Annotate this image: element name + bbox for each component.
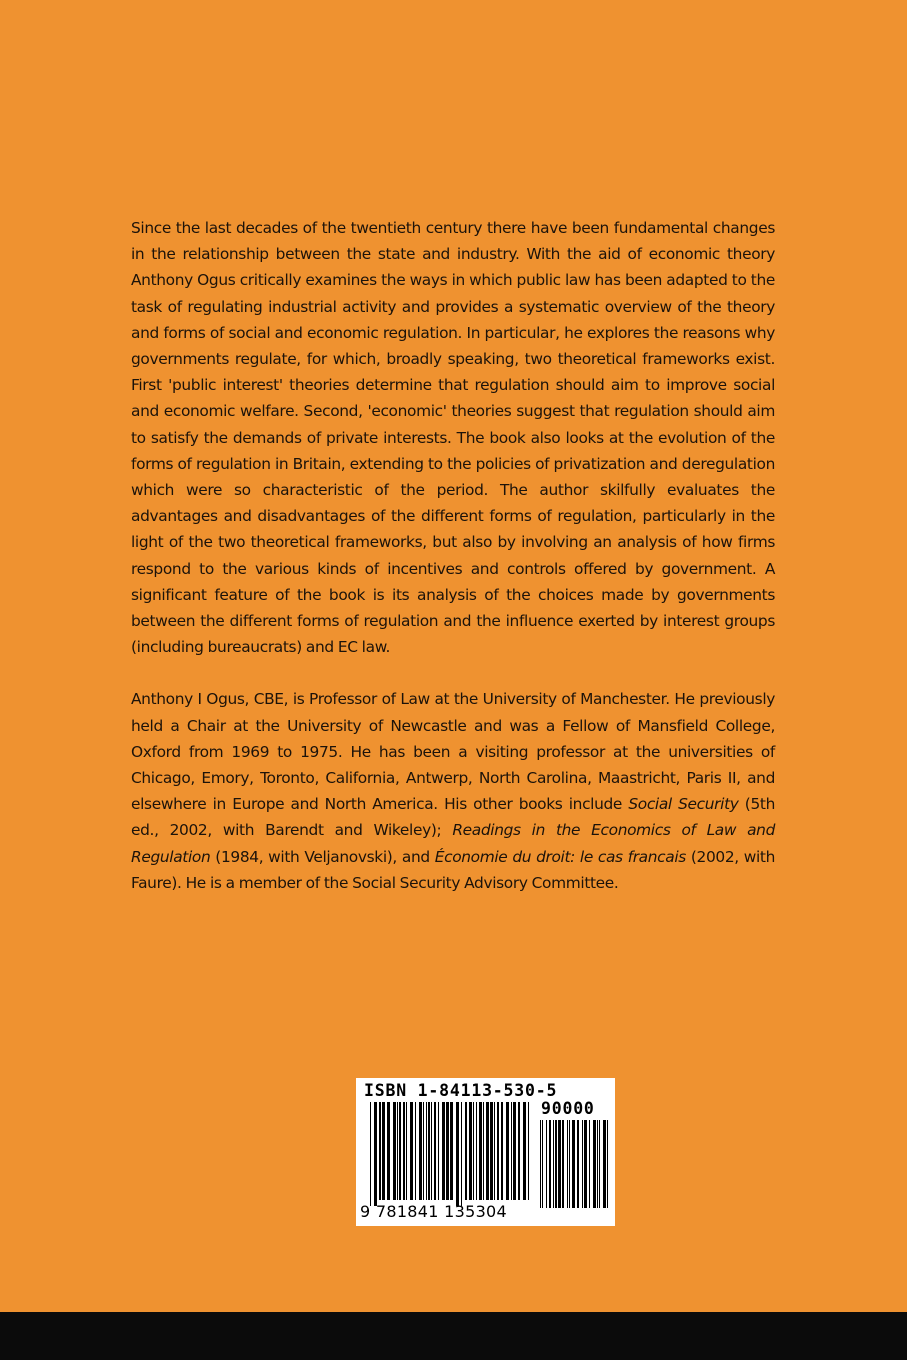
isbn-number: ISBN 1-84113-530-5: [364, 1081, 558, 1100]
back-cover-text: [131, 215, 775, 896]
ean-digits: 9 781841 135304: [360, 1202, 508, 1221]
book-title-social-security: Social Security: [628, 795, 739, 814]
book-title-economie: Économie du droit: le cas francais: [434, 847, 686, 866]
author-bio-text-2: (5th ed., 2002, with Barendt and Wikeley);: [131, 795, 775, 840]
price-code: 90000: [541, 1099, 595, 1118]
author-bio-text-1: Anthony I Ogus, CBE, is Professor of Law at the University of Manchester. He previously held a Chair at the University of Newcastle and was a Fellow of Mansfield College, Oxford from 1969 to 1975. He has been a visiting professor at the universities of Chicago, Emory, Toronto, California, Antwerp, North Carolina, Maastricht, Paris II, and elsewhere in Europe and North America. His other books include: [131, 690, 775, 814]
book-title-readings: Readings in the Economics of Law and Regulation: [131, 821, 775, 866]
author-bio-text-4: (2002, with Faure). He is a member of the Social Security Advisory Committee.: [131, 847, 775, 892]
author-bio-paragraph: [131, 686, 775, 896]
barcode-label: [356, 1078, 615, 1226]
description-paragraph: Since the last decades of the twentieth century there have been fundamental changes in the relationship between the state and industry. With the aid of economic theory Anthony Ogus critically examines the ways in which public law has been adapted to the task of regulating industrial activity and provides a systematic overview of the theory and forms of social and economic regulation. In particular, he explores the reasons why governments regulate, for which, broadly speaking, two theoretical frameworks exist. First 'public interest' theories determine that regulation should aim to improve social and economic welfare. Second, 'economic' theories suggest that regulation should aim to satisfy the demands of private interests. The book also looks at the evolution of the forms of regulation in Britain, extending to the policies of privatization and deregulation which were so characteristic of the period. The author skilfully evaluates the advantages and disadvantages of the different forms of regulation, particularly in the light of the two theoretical frameworks, but also by involving an analysis of how firms respond to the various kinds of incentives and controls offered by government. A significant feature of the book is its analysis of the choices made by governments between the different forms of regulation and the influence exerted by interest groups (including bureaucrats) and EC law.: [131, 219, 775, 657]
bottom-band: [0, 1312, 907, 1360]
author-bio-text-3: (1984, with Veljanovski), and: [210, 847, 435, 866]
